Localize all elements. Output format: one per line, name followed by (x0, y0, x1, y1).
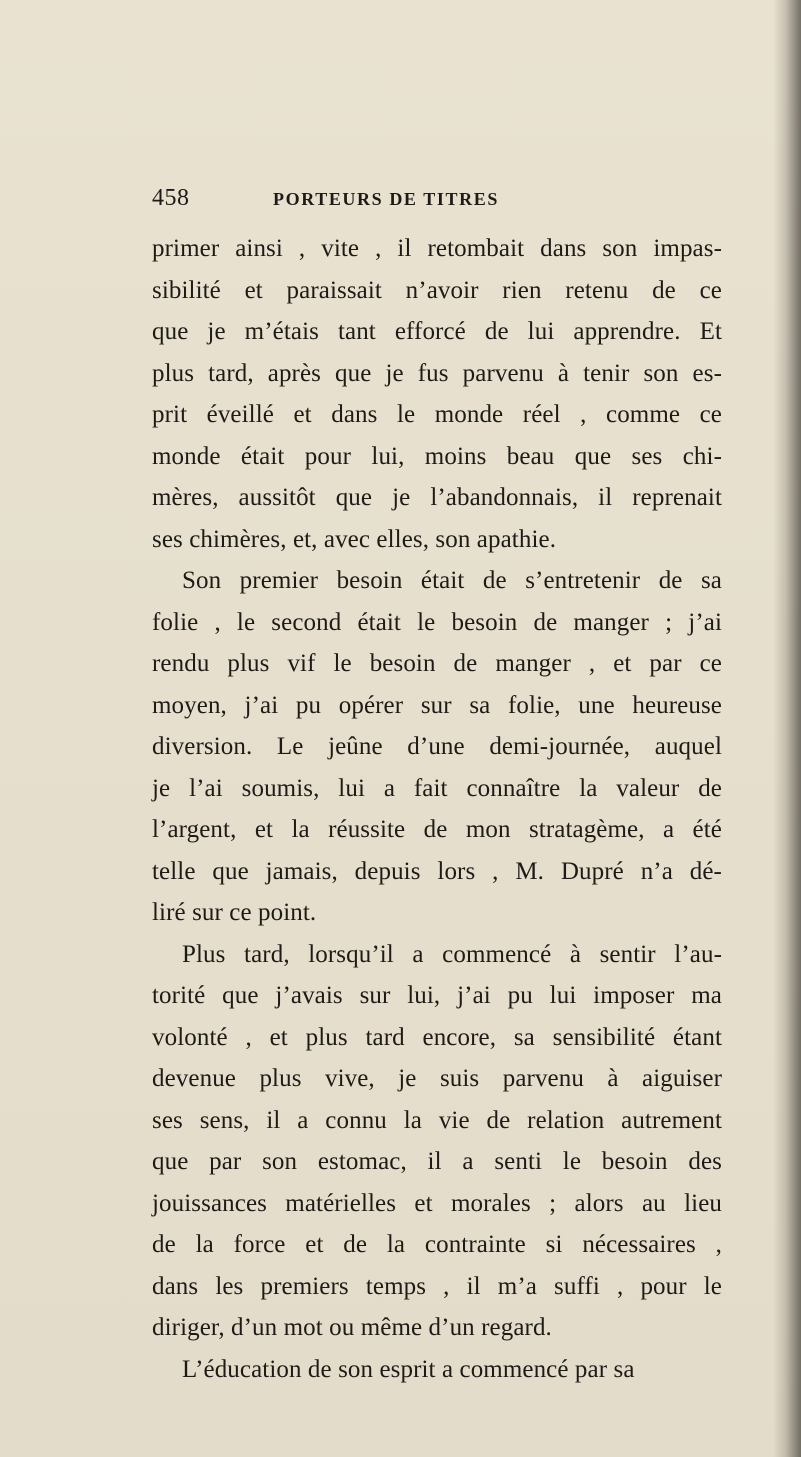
text-line: diversion. Le jeûne d’une demi-journée, auquel (152, 733, 722, 760)
text-line: sibilité et paraissait n’avoir rien retenu de ce (152, 276, 722, 304)
page-edge-shadow (773, 0, 801, 1457)
text-line: monde était pour lui, moins beau que ses chi- (152, 442, 722, 470)
text-line: l’argent, et la réussite de mon stratagème, a été (152, 816, 722, 843)
text-line: folie , le second était le besoin de manger ; j’ai (152, 608, 722, 636)
text-line: ses sens, il a connu la vie de relation autrement (152, 1106, 722, 1134)
text-line: plus tard, après que je fus parvenu à tenir son es- (152, 359, 722, 387)
text-line: moyen, j’ai pu opérer sur sa folie, une heureuse (152, 691, 722, 719)
text-line: prit éveillé et dans le monde réel , comme ce (152, 401, 722, 428)
body-text (152, 228, 722, 1390)
text-line: que par son estomac, il a senti le besoin des (152, 1148, 722, 1175)
text-line: primer ainsi , vite , il retombait dans son impas- (152, 235, 722, 262)
paragraph-start-line: Plus tard, lorsqu’il a commencé à sentir l’au- (182, 940, 722, 968)
text-line: liré sur ce point. (152, 899, 317, 926)
text-line: que je m’étais tant efforcé de lui apprendre. Et (152, 318, 722, 345)
paragraph-start-line: L’éducation de son esprit a commencé par sa (182, 1355, 635, 1383)
text-line: jouissances matérielles et morales ; alors au lieu (152, 1189, 722, 1217)
running-head: PORTEURS DE TITRES (273, 189, 499, 209)
text-line: de la force et de la contrainte si nécessaires , (152, 1231, 722, 1258)
paragraph-start-line: Son premier besoin était de s’entretenir de sa (182, 567, 722, 594)
text-line: ses chimères, et, avec elles, son apathie. (152, 525, 557, 553)
text-line: diriger, d’un mot ou même d’un regard. (152, 1314, 552, 1341)
text-line: volonté , et plus tard encore, sa sensibilité étant (152, 1023, 722, 1051)
text-line: devenue plus vive, je suis parvenu à aiguiser (152, 1065, 722, 1092)
text-line: torité que j’avais sur lui, j’ai pu lui imposer ma (152, 982, 722, 1009)
text-line: mères, aussitôt que je l’abandonnais, il reprenait (152, 484, 722, 511)
text-line: rendu plus vif le besoin de manger , et par ce (152, 650, 722, 677)
text-line: telle que jamais, depuis lors , M. Dupré n’a dé- (152, 857, 722, 885)
page-number: 458 (152, 185, 190, 211)
text-line: dans les premiers temps , il m’a suffi , pour le (152, 1272, 722, 1300)
page-header (152, 184, 668, 212)
text-line: je l’ai soumis, lui a fait connaître la valeur de (152, 774, 722, 802)
